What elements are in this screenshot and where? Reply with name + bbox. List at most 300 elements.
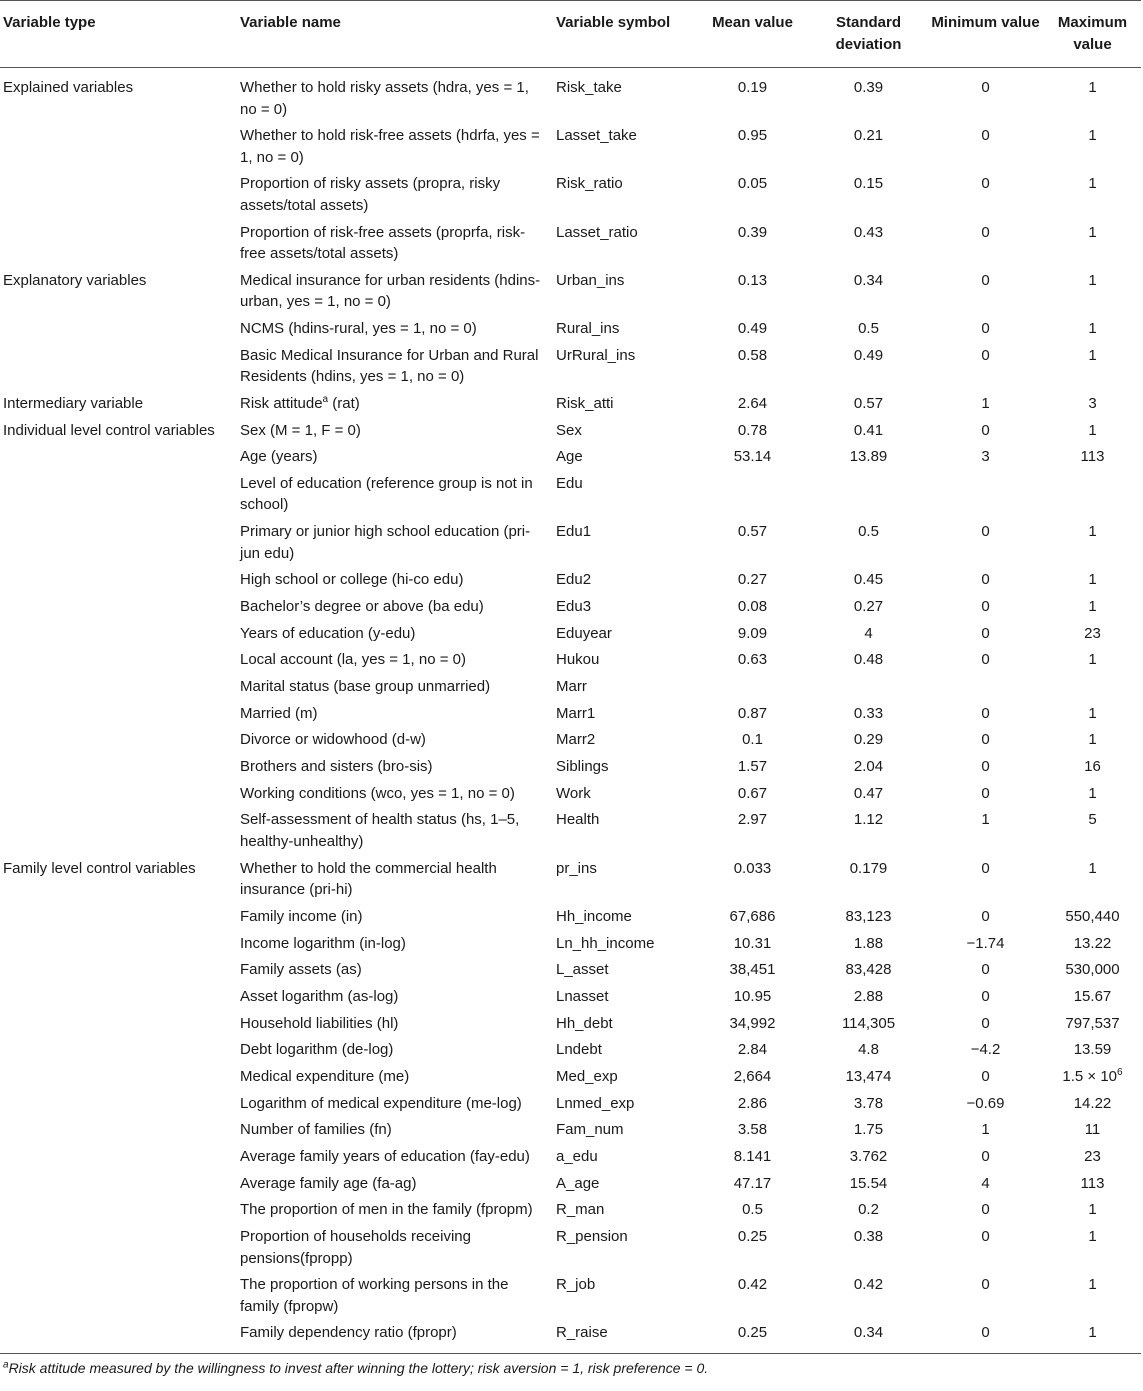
cell-mean-value: 2,664 [733,1067,772,1085]
cell-minimum-value: 0 [981,1014,990,1032]
cell-maximum-value: 1 [1088,127,1097,145]
cell-standard-deviation: 83,428 [845,961,892,979]
cell-variable-symbol: Siblings [556,758,609,776]
cell-variable-symbol: Lasset_ratio [556,223,638,241]
cell-variable-symbol: Health [556,811,600,829]
header-standard-deviation: Standard deviation [811,1,927,68]
cell-variable-type [0,1090,237,1117]
cell-variable-name: Whether to hold the commercial health insurance (pri-hi) [240,859,497,899]
cell-mean-value: 0.13 [737,271,768,289]
cell-variable-name: Income logarithm (in-log) [240,934,406,952]
exponent: 6 [1117,1066,1123,1078]
cell-maximum-value: 550,440 [1065,907,1120,925]
cell-minimum-value: 0 [981,731,990,749]
cell-variable-symbol: Urban_ins [556,271,625,289]
table-row [0,780,1141,807]
cell-variable-symbol: Hh_income [556,907,632,925]
cell-variable-symbol: L_asset [556,961,609,979]
cell-minimum-value: 0 [981,271,990,289]
table-row [0,700,1141,727]
header-maximum-value: Maximum value [1045,1,1141,68]
cell-variable-name: Bachelor’s degree or above (ba edu) [240,597,484,615]
cell-maximum-value: 5 [1088,811,1097,829]
cell-standard-deviation: 0.21 [853,127,884,145]
cell-variable-type [0,727,237,754]
cell-minimum-value: 4 [981,1174,990,1192]
footnote-text: Risk attitude measured by the willingness to invest after winning the lottery; risk aversion = 1, risk preference = 0. [8,1359,709,1376]
table-row [0,470,1141,518]
cell-variable-type [0,903,237,930]
cell-maximum-value: 1 [1088,79,1097,96]
cell-mean-value: 0.58 [737,346,768,364]
cell-minimum-value: 0 [981,907,990,925]
cell-variable-type [0,1010,237,1037]
cell-maximum-value: 797,537 [1065,1014,1120,1032]
cell-variable-type: Explained variables [3,79,134,96]
cell-variable-type [0,1170,237,1197]
cell-minimum-value: 1 [981,811,990,829]
table-row [0,807,1141,855]
cell-maximum-value: 23 [1084,1148,1101,1165]
cell-variable-name: Medical insurance for urban residents (hdins-urban, yes = 1, no = 0) [240,271,541,311]
footnote-reference: a [322,393,329,405]
cell-minimum-value: 0 [981,175,990,193]
cell-variable-type [0,700,237,727]
cell-mean-value: 0.1 [742,731,763,749]
cell-minimum-value: 0 [981,523,990,541]
cell-standard-deviation: 0.5 [858,319,879,337]
cell-mean-value: 10.31 [733,934,772,952]
cell-variable-name: Basic Medical Insurance for Urban and Rural Residents (hdins, yes = 1, no = 0) [240,346,539,386]
cell-mean-value: 0.78 [737,421,768,439]
cell-variable-symbol: Lnmed_exp [556,1094,635,1112]
cell-variable-symbol: UrRural_ins [556,346,636,364]
cell-standard-deviation: 2.88 [853,987,884,1005]
cell-variable-name: Divorce or widowhood (d-w) [240,731,426,749]
cell-standard-deviation: 0.43 [853,223,884,241]
table-row [0,219,1141,267]
table-row [0,753,1141,780]
cell-mean-value: 8.141 [733,1148,772,1165]
cell-maximum-value: 1 [1088,784,1097,802]
table-row [0,983,1141,1010]
cell-variable-type: Individual level control variables [3,421,215,439]
table-row [0,647,1141,674]
cell-variable-name: Logarithm of medical expenditure (me-log) [240,1094,522,1112]
cell-standard-deviation: 0.47 [853,784,884,802]
cell-variable-type [0,647,237,674]
cell-variable-symbol: Lasset_take [556,127,637,145]
cell-variable-name: NCMS (hdins-rural, yes = 1, no = 0) [240,319,477,337]
cell-minimum-value: 1 [981,394,990,412]
cell-variable-type [0,123,237,171]
cell-mean-value: 0.63 [737,651,768,669]
cell-minimum-value: 0 [981,758,990,776]
cell-variable-symbol: A_age [556,1174,600,1192]
table-row [0,930,1141,957]
cell-mean-value: 0.39 [737,223,768,241]
cell-minimum-value: 0 [981,127,990,145]
cell-minimum-value: −0.69 [966,1094,1005,1112]
cell-mean-value: 2.64 [737,394,768,412]
cell-variable-type [0,567,237,594]
table-row [0,1320,1141,1354]
cell-minimum-value: 0 [981,987,990,1005]
cell-maximum-value: 1 [1088,523,1097,541]
cell-standard-deviation: 2.04 [853,758,884,776]
cell-minimum-value: 0 [981,961,990,979]
cell-standard-deviation: 0.33 [853,704,884,722]
cell-mean-value: 0.95 [737,127,768,145]
cell-variable-name: Risk attitude$^a$ (rat) [240,393,360,412]
cell-mean-value: 0.05 [737,175,768,193]
cell-variable-symbol: R_raise [553,1320,695,1354]
cell-variable-name: Asset logarithm (as-log) [240,987,399,1005]
cell-variable-symbol: Hh_debt [556,1014,613,1032]
cell-variable-symbol: R_pension [556,1228,628,1246]
cell-variable-type [0,444,237,471]
cell-standard-deviation [811,673,927,700]
cell-variable-type: Explanatory variables [3,271,147,289]
cell-variable-symbol: pr_ins [556,859,597,877]
table-row [0,315,1141,342]
cell-standard-deviation: 0.5 [858,523,879,541]
cell-mean-value: 1.57 [737,758,768,776]
cell-variable-name: Marital status (base group unmarried) [240,678,491,695]
cell-variable-name: Debt logarithm (de-log) [240,1041,394,1059]
cell-variable-type [0,1117,237,1144]
cell-standard-deviation: 0.15 [853,175,884,193]
cell-standard-deviation: 3.78 [853,1094,884,1112]
table-row [0,567,1141,594]
cell-maximum-value: 1 [1088,1276,1097,1294]
cell-variable-type [0,342,237,390]
header-variable-type: Variable type [0,1,237,68]
cell-variable-symbol: Med_exp [556,1067,618,1085]
cell-minimum-value: 0 [981,1201,990,1219]
cell-variable-symbol: Edu1 [556,523,592,541]
cell-variable-symbol: Sex [556,421,582,439]
cell-standard-deviation: 0.34 [853,271,884,289]
cell-standard-deviation: 1.75 [853,1121,884,1139]
cell-maximum-value [1045,673,1141,700]
table-row [0,518,1141,566]
table-row [0,1170,1141,1197]
cell-standard-deviation: 0.45 [853,571,884,589]
cell-variable-type [0,780,237,807]
table-row [0,673,1141,700]
cell-minimum-value: 0 [981,784,990,802]
cell-variable-name: Proportion of households receiving pensions(fpropp) [240,1228,471,1267]
cell-mean-value [695,673,811,700]
cell-minimum-value: 0 [981,79,990,96]
table-row [0,1223,1141,1271]
table-row [0,1010,1141,1037]
cell-variable-symbol: Fam_num [556,1121,624,1139]
cell-maximum-value: 13.59 [1073,1041,1112,1059]
cell-variable-type [0,1223,237,1271]
cell-minimum-value: −4.2 [970,1041,1001,1059]
cell-variable-type [0,315,237,342]
cell-mean-value: 0.033 [733,859,772,877]
table-row [0,1037,1141,1064]
cell-standard-deviation: 0.179 [849,859,888,877]
cell-maximum-value: 1 [1088,1201,1097,1219]
footnote-marker: a [3,1359,9,1371]
table-row [0,957,1141,984]
cell-maximum-value: 1 [1088,651,1097,669]
cell-variable-name: Working conditions (wco, yes = 1, no = 0) [240,784,515,802]
cell-variable-name: The proportion of working persons in the family (fpropw) [240,1276,509,1315]
cell-maximum-value: 1 [1088,1228,1097,1246]
cell-variable-symbol: Edu3 [556,597,592,615]
cell-variable-name: Local account (la, yes = 1, no = 0) [240,651,466,669]
table-row [0,342,1141,390]
cell-standard-deviation: 114,305 [841,1014,896,1032]
cell-mean-value: 2.97 [737,811,768,829]
header-mean-value: Mean value [695,1,811,68]
cell-standard-deviation: 0.49 [853,346,884,364]
cell-mean-value: 10.95 [733,987,772,1005]
cell-mean-value: 67,686 [729,907,776,925]
cell-standard-deviation: 3.762 [849,1148,888,1165]
cell-variable-type [0,930,237,957]
cell-variable-symbol: a_edu [556,1148,598,1165]
cell-maximum-value: 1 [1088,223,1097,241]
cell-mean-value: 0.08 [737,597,768,615]
cell-minimum-value: 0 [981,421,990,439]
cell-variable-symbol: R_job [556,1276,596,1294]
cell-variable-name: Whether to hold risky assets (hdra, yes = 1, no = 0) [240,79,529,118]
cell-variable-name: Brothers and sisters (bro-sis) [240,758,433,776]
cell-minimum-value: 3 [981,448,990,466]
cell-minimum-value: 0 [981,1067,990,1085]
cell-standard-deviation: 0.41 [853,421,884,439]
table-row [0,727,1141,754]
table-row [0,1090,1141,1117]
cell-minimum-value: 0 [927,1320,1045,1354]
cell-variable-type [0,1037,237,1064]
cell-maximum-value: 1 [1088,859,1097,877]
cell-minimum-value: 0 [981,319,990,337]
cell-variable-type [0,470,237,518]
cell-variable-name: High school or college (hi-co edu) [240,571,464,589]
table-body [0,68,1141,1354]
cell-mean-value: 2.84 [737,1041,768,1059]
cell-mean-value: 53.14 [733,448,772,466]
cell-variable-name: Family assets (as) [240,961,362,979]
cell-mean-value [695,470,811,518]
cell-maximum-value [1045,470,1141,518]
cell-variable-name: Years of education (y-edu) [240,624,416,642]
cell-mean-value: 0.42 [737,1276,768,1294]
cell-minimum-value: −1.74 [966,934,1005,952]
cell-variable-name: Average family years of education (fay-edu) [240,1148,530,1165]
cell-variable-name: Medical expenditure (me) [240,1067,410,1085]
cell-variable-name: Family income (in) [240,907,363,925]
cell-variable-type [0,807,237,855]
cell-minimum-value: 1 [981,1121,990,1139]
cell-minimum-value: 0 [981,1148,990,1165]
cell-standard-deviation: 15.54 [849,1174,888,1192]
cell-maximum-value: $1.5 \times 10^6$ [1062,1066,1123,1085]
table-row [0,390,1141,417]
cell-mean-value: 9.09 [737,624,768,642]
table-row [0,68,1141,123]
cell-minimum-value: 0 [981,704,990,722]
cell-minimum-value [927,673,1045,700]
cell-standard-deviation: 0.38 [853,1228,884,1246]
cell-minimum-value: 0 [981,1228,990,1246]
cell-variable-name: Proportion of risk-free assets (proprfa, risk-free assets/total assets) [240,223,526,263]
cell-maximum-value: 1 [1088,319,1097,337]
cell-variable-type [0,1320,237,1354]
cell-variable-name: Sex (M = 1, F = 0) [240,421,361,439]
cell-variable-symbol: Ln_hh_income [556,934,655,952]
cell-mean-value: 2.86 [737,1094,768,1112]
cell-maximum-value: 1 [1088,271,1097,289]
cell-variable-type [0,219,237,267]
cell-minimum-value [927,470,1045,518]
cell-minimum-value: 0 [981,346,990,364]
cell-variable-symbol: Rural_ins [556,319,620,337]
cell-mean-value: 0.27 [737,571,768,589]
cell-standard-deviation: 4.8 [858,1041,879,1059]
cell-minimum-value: 0 [981,571,990,589]
cell-variable-symbol: Risk_ratio [556,175,623,193]
cell-standard-deviation: 0.27 [853,597,884,615]
cell-variable-name: Proportion of risky assets (propra, risky assets/total assets) [240,175,501,214]
cell-variable-symbol: Marr2 [556,731,596,749]
cell-variable-symbol: Marr1 [556,704,596,722]
cell-variable-type [0,957,237,984]
table-row [0,1063,1141,1090]
cell-maximum-value: 1 [1045,1320,1141,1354]
table-row [0,903,1141,930]
cell-variable-symbol: Edu2 [556,571,592,589]
cell-variable-name: Family dependency ratio (fpropr) [237,1320,553,1354]
cell-standard-deviation: 13.89 [849,448,888,466]
cell-maximum-value: 1 [1088,571,1097,589]
cell-standard-deviation: 1.12 [853,811,884,829]
table-header-row [0,1,1141,68]
cell-minimum-value: 0 [981,859,990,877]
cell-variable-name: The proportion of men in the family (fpropm) [240,1201,533,1219]
table-footnote [0,1354,1143,1376]
cell-mean-value: 3.58 [737,1121,768,1139]
cell-variable-type [0,620,237,647]
cell-maximum-value: 3 [1088,394,1097,412]
cell-variable-symbol: R_man [556,1201,605,1219]
cell-variable-type: Intermediary variable [3,394,144,412]
cell-standard-deviation: 0.29 [853,731,884,749]
table-row [0,444,1141,471]
cell-standard-deviation: 0.42 [853,1276,884,1294]
cell-variable-type [0,673,237,700]
cell-mean-value: 0.25 [695,1320,811,1354]
cell-variable-type [0,1197,237,1224]
cell-variable-type [0,1272,237,1320]
cell-maximum-value: 14.22 [1073,1094,1112,1112]
cell-variable-name: Primary or junior high school education (pri-jun edu) [240,523,531,562]
cell-variable-name: Self-assessment of health status (hs, 1–5, healthy-unhealthy) [240,811,520,850]
cell-minimum-value: 0 [981,624,990,642]
table-row [0,593,1141,620]
cell-minimum-value: 0 [981,223,990,241]
cell-maximum-value: 1 [1088,704,1097,722]
cell-standard-deviation: 0.57 [853,394,884,412]
cell-mean-value: 0.87 [737,704,768,722]
cell-maximum-value: 13.22 [1073,934,1112,952]
table-row [0,267,1141,315]
cell-standard-deviation: 1.88 [853,934,884,952]
cell-minimum-value: 0 [981,1276,990,1294]
cell-maximum-value: 15.67 [1073,987,1112,1005]
cell-maximum-value: 530,000 [1065,961,1120,979]
cell-mean-value: 0.25 [737,1228,768,1246]
cell-variable-symbol: Eduyear [556,624,612,642]
cell-standard-deviation: 13,474 [845,1067,892,1085]
cell-maximum-value: 1 [1088,346,1097,364]
cell-standard-deviation: 0.39 [853,79,884,96]
cell-standard-deviation: 0.48 [853,651,884,669]
cell-variable-type [0,1063,237,1090]
cell-mean-value: 0.5 [742,1201,763,1219]
cell-standard-deviation: 0.2 [858,1201,879,1219]
cell-variable-name: Whether to hold risk-free assets (hdrfa, yes = 1, no = 0) [240,127,540,166]
cell-variable-symbol: Marr [556,678,587,695]
cell-standard-deviation: 0.34 [811,1320,927,1354]
cell-standard-deviation [811,470,927,518]
cell-standard-deviation: 83,123 [845,907,892,925]
cell-variable-name: Age (years) [240,448,318,466]
table-row [0,417,1141,444]
cell-maximum-value: 113 [1080,1174,1105,1192]
table-row [0,1197,1141,1224]
cell-maximum-value: 1 [1088,175,1097,193]
cell-mean-value: 34,992 [729,1014,776,1032]
cell-mean-value: 0.67 [737,784,768,802]
cell-mean-value: 0.19 [737,79,768,96]
cell-variable-type [0,753,237,780]
table-row [0,123,1141,171]
table-row [0,1143,1141,1170]
cell-maximum-value: 1 [1088,597,1097,615]
table-row [0,620,1141,647]
table-row [0,171,1141,219]
cell-variable-symbol: Risk_take [556,79,622,96]
cell-variable-symbol: Hukou [556,651,600,669]
cell-minimum-value: 0 [981,597,990,615]
cell-variable-type [0,983,237,1010]
cell-variable-symbol: Lnasset [556,987,609,1005]
cell-variable-type: Family level control variables [3,859,196,877]
cell-mean-value: 0.49 [737,319,768,337]
cell-variable-symbol: Work [556,784,591,802]
cell-variable-type [0,171,237,219]
cell-variable-name: Level of education (reference group is not in school) [240,474,533,514]
table-row [0,855,1141,903]
cell-variable-symbol: Lndebt [556,1041,602,1059]
cell-variable-name: Number of families (fn) [240,1121,392,1139]
cell-variable-name: Married (m) [240,704,318,722]
cell-mean-value: 38,451 [729,961,776,979]
header-minimum-value: Minimum value [927,1,1045,68]
table-row [0,1117,1141,1144]
cell-maximum-value: 1 [1088,421,1097,439]
cell-standard-deviation: 4 [864,624,873,642]
table-row [0,1272,1141,1320]
